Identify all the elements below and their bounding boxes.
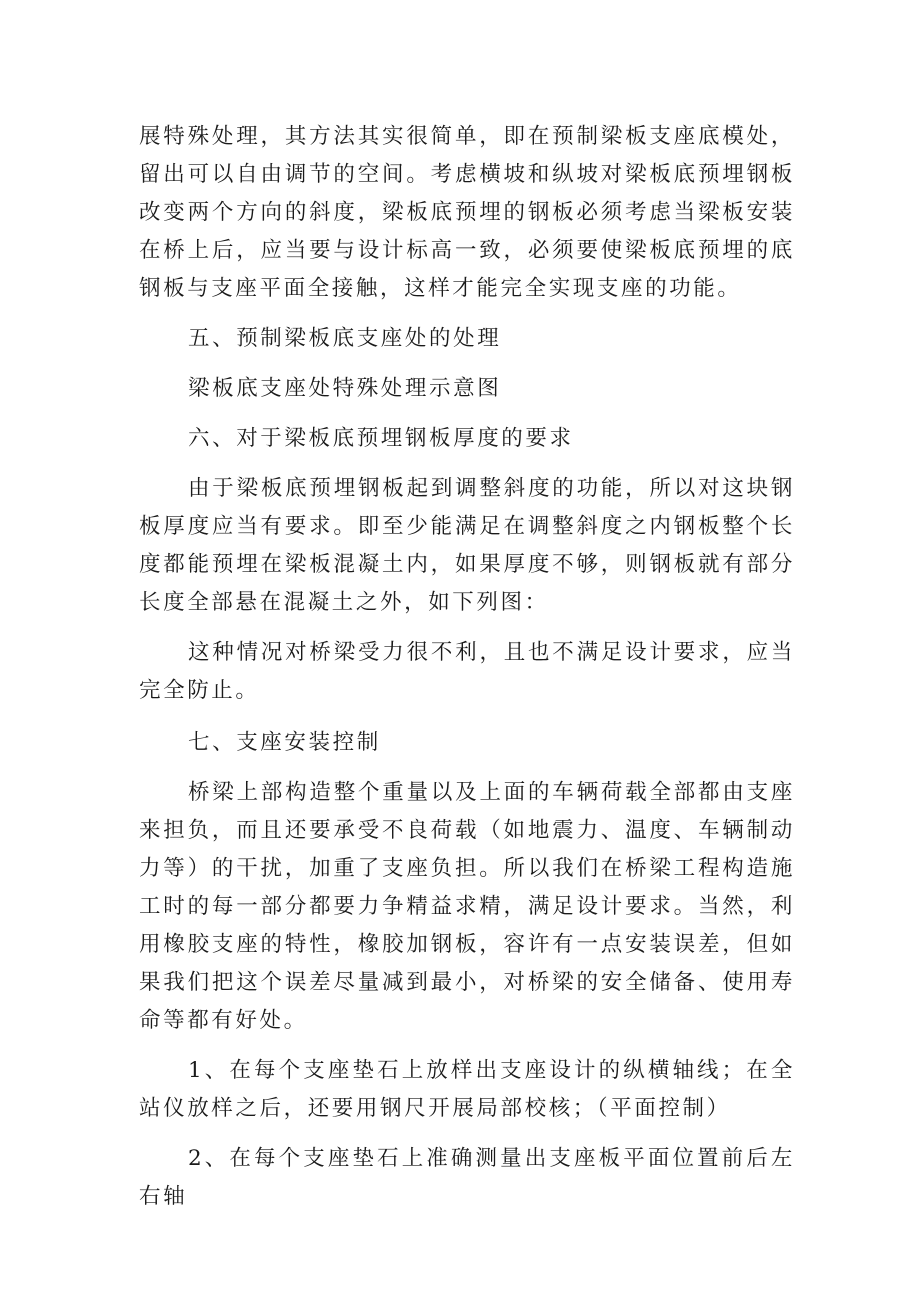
body-paragraph: 由于梁板底预埋钢板起到调整斜度的功能，所以对这块钢板厚度应当有要求。即至少能满足在调整斜度之内钢板整个长度都能预埋在梁板混凝土内，如果厚度不够，则钢板就有部分长度全部悬在混凝土之外，如下列图：: [139, 476, 795, 615]
body-paragraph: 桥梁上部构造整个重量以及上面的车辆荷载全部都由支座来担负，而且还要承受不良荷载（如地震力、温度、车辆制动力等）的干扰，加重了支座负担。所以我们在桥梁工程构造施工时的每一部分都要力争精益求精，满足设计要求。当然，利用橡胶支座的特性，橡胶加钢板，容许有一点安装误差，但如果我们把这个误差尽量减到最小，对桥梁的安全储备、使用寿命等都有好处。: [139, 780, 795, 1033]
body-paragraph: 这种情况对桥梁受力很不利，且也不满足设计要求，应当完全防止。: [139, 640, 795, 703]
section-heading-5: 五、预制梁板底支座处的处理: [188, 326, 502, 351]
list-item-2: 2、在每个支座垫石上准确测量出支座板平面位置前后左右轴: [139, 1146, 795, 1209]
document-page: [139, 118, 795, 1216]
section-heading-6: 六、对于梁板底预埋钢板厚度的要求: [188, 426, 574, 451]
list-item-1: 1、在每个支座垫石上放样出支座设计的纵横轴线；在全站仪放样之后，还要用钢尺开展局部校核；（平面控制）: [139, 1058, 795, 1121]
figure-caption: 梁板底支座处特殊处理示意图: [188, 376, 502, 401]
body-paragraph: 展特殊处理，其方法其实很简单，即在预制梁板支座底模处，留出可以自由调节的空间。考虑横坡和纵坡对梁板底预埋钢板改变两个方向的斜度，梁板底预埋的钢板必须考虑当梁板安装在桥上后，应当要与设计标高一致，必须要使梁板底预埋的底钢板与支座平面全接触，这样才能完全实现支座的功能。: [139, 124, 795, 301]
section-heading-7: 七、支座安装控制: [188, 730, 381, 755]
